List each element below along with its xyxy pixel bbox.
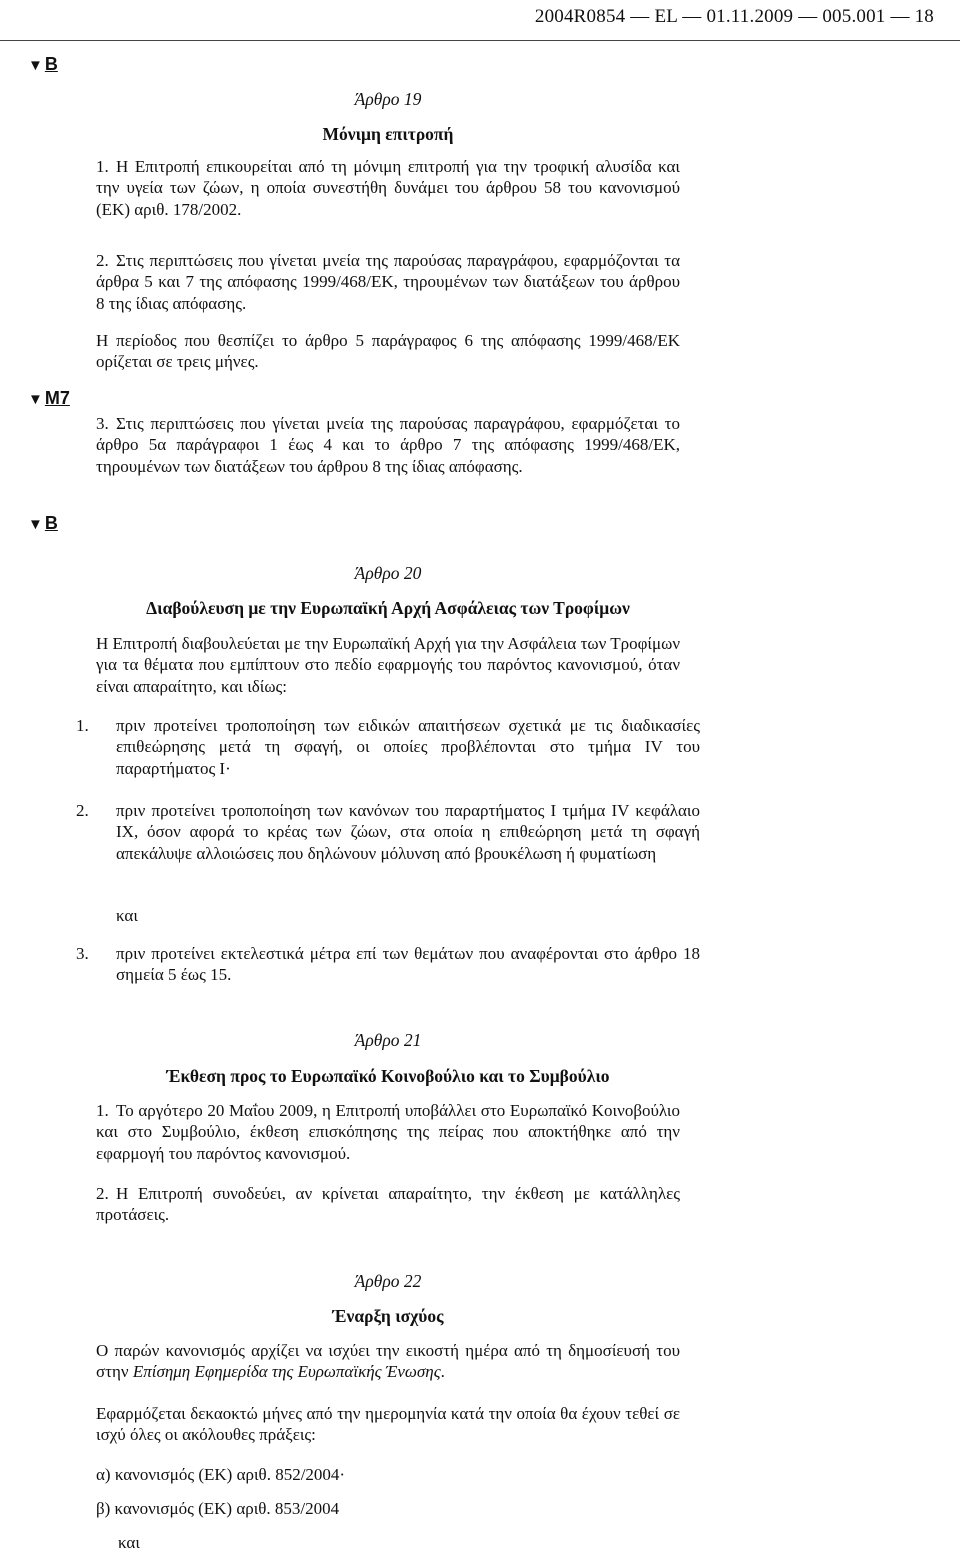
official-journal-title: Επίσημη Εφημερίδα της Ευρωπαϊκής Ένωσης	[132, 1362, 441, 1382]
article-22-number: Άρθρο 22	[354, 1271, 422, 1291]
triangle-down-icon: ▼	[28, 57, 43, 74]
article-19-paragraph-2b: Η περίοδος που θεσπίζει το άρθρο 5 παράγραφος 6 της απόφασης 1999/468/ΕΚ ορίζεται σε τρεις μήνες.	[96, 331, 680, 372]
marker-m7[interactable]: ▼ M7	[28, 388, 70, 408]
article-22-item-b: β) κανονισμός (ΕΚ) αριθ. 853/2004	[96, 1499, 340, 1518]
article-20-item-2: 2. πριν προτείνει τροποποίηση των κανόνων του παραρτήματος Ι τμήμα IV κεφάλαιο IX, όσον αφορά το κρέας των ζώων, στα οποία η επιθεώρηση μετά τη σφαγή απεκάλυψε αλλοιώσεις που δηλώνουν μόλυνση από βρουκέλωση ή φυματίωση	[76, 801, 700, 863]
article-19-paragraph-3: 3. Στις περιπτώσεις που γίνεται μνεία της παρούσας παραγράφου, εφαρμόζεται το άρθρο 5α παράγραφοι 1 έως 4 και το άρθρο 7 της απόφασης 1999/468/ΕΚ, τηρουμένων των διατάξεων του άρθρου 8 της ίδιας απόφασης.	[96, 414, 680, 476]
document-reference: 2004R0854 — EL — 01.11.2009 — 005.001 — 18	[534, 6, 934, 27]
article-22-title: Έναρξη ισχύος	[332, 1306, 444, 1326]
article-21-title: Έκθεση προς το Ευρωπαϊκό Κοινοβούλιο και το Συμβούλιο	[166, 1066, 610, 1086]
article-20-intro: Η Επιτροπή διαβουλεύεται με την Ευρωπαϊκή Αρχή για την Ασφάλεια των Τροφίμων για τα θέματα που εμπίπτουν στο πεδίο εφαρμογής του παρόντος κανονισμού, όταν είναι απαραίτητο, και ιδίως:	[96, 634, 680, 696]
article-21-number: Άρθρο 21	[354, 1030, 422, 1050]
article-19-number: Άρθρο 19	[354, 89, 422, 109]
article-20-item-3: 3. πριν προτείνει εκτελεστικά μέτρα επί των θεμάτων που αναφέρονται στο άρθρο 18 σημεία 5 έως 15.	[76, 944, 700, 985]
marker-b-top[interactable]: ▼ B	[28, 54, 58, 74]
triangle-down-icon: ▼	[28, 516, 43, 533]
article-22-paragraph-1: Ο παρών κανονισμός αρχίζει να ισχύει την εικοστή ημέρα από τη δημοσίευσή του στην Επίσημη Εφημερίδα της Ευρωπαϊκής Ένωσης.	[96, 1341, 680, 1382]
article-19-paragraph-2: 2. Στις περιπτώσεις που γίνεται μνεία της παρούσας παραγράφου, εφαρμόζονται τα άρθρα 5 και 7 της απόφασης 1999/468/ΕΚ, τηρουμένων των διατάξεων του άρθρου 8 της ίδιας απόφασης.	[96, 251, 680, 313]
article-22-and: και	[118, 1533, 140, 1552]
article-22-item-a: α) κανονισμός (ΕΚ) αριθ. 852/2004·	[96, 1465, 346, 1484]
article-20-item-1: 1. πριν προτείνει τροποποίηση των ειδικών απαιτήσεων σχετικά με τις διαδικασίες επιθεώρησης μετά τη σφαγή, οι οποίες προβλέπονται στο τμήμα IV του παραρτήματος Ι·	[76, 716, 700, 778]
triangle-down-icon: ▼	[28, 391, 43, 408]
article-19-paragraph-1: 1. Η Επιτροπή επικουρείται από τη μόνιμη επιτροπή για την τροφική αλυσίδα και την υγεία των ζώων, η οποία συνεστήθη δυνάμει του άρθρου 58 του κανονισμού (ΕΚ) αριθ. 178/2002.	[96, 157, 680, 219]
article-22-paragraph-2: Εφαρμόζεται δεκαοκτώ μήνες από την ημερομηνία κατά την οποία θα έχουν τεθεί σε ισχύ όλες οι ακόλουθες πράξεις:	[96, 1404, 680, 1445]
article-21-paragraph-2: 2. Η Επιτροπή συνοδεύει, αν κρίνεται απαραίτητο, την έκθεση με κατάλληλες προτάσεις.	[96, 1184, 680, 1225]
article-21-paragraph-1: 1. Το αργότερο 20 Μαΐου 2009, η Επιτροπή υποβάλλει στο Ευρωπαϊκό Κοινοβούλιο και στο Συμβούλιο, έκθεση επισκόπησης της πείρας που αποκτήθηκε από την εφαρμογή του παρόντος κανονισμού.	[96, 1101, 680, 1163]
article-20-number: Άρθρο 20	[354, 563, 422, 583]
marker-b-bottom[interactable]: ▼ B	[28, 513, 58, 533]
article-20-title: Διαβούλευση με την Ευρωπαϊκή Αρχή Ασφάλειας των Τροφίμων	[146, 598, 630, 618]
article-19-title: Μόνιμη επιτροπή	[322, 124, 454, 144]
article-20-and: και	[116, 906, 138, 925]
page-header	[0, 0, 960, 41]
